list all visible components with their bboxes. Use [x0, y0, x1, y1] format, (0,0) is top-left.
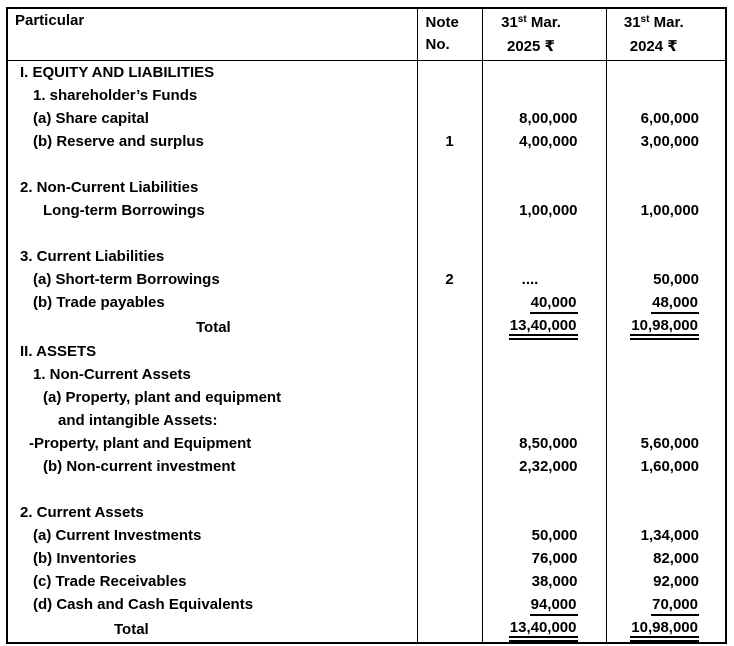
table-row	[7, 432, 726, 455]
particular-label: (a) Property, plant and equipment	[43, 389, 282, 406]
particular-cell	[7, 107, 417, 130]
header-label: 31st Mar.	[501, 14, 561, 31]
amount-2025-cell	[482, 199, 606, 222]
table-row	[7, 61, 726, 85]
balance-sheet-table	[6, 7, 727, 644]
amount-2024-cell	[606, 291, 726, 314]
amount-value: 82,000	[653, 550, 699, 567]
amount-2024-cell	[606, 478, 726, 501]
particular-cell	[7, 130, 417, 153]
table-row	[7, 199, 726, 222]
particular-label: (b) Non-current investment	[43, 458, 236, 475]
particular-cell	[7, 245, 417, 268]
note-cell	[417, 593, 482, 616]
amount-2024-cell	[606, 455, 726, 478]
amount-value: 1,00,000	[519, 202, 578, 219]
note-cell	[417, 291, 482, 314]
column-header-31-mar-2025	[482, 8, 606, 61]
amount-value: 92,000	[653, 573, 699, 590]
header-label: No.	[425, 36, 450, 53]
amount-2024-cell	[606, 501, 726, 524]
balance-sheet-document	[0, 7, 734, 646]
amount-value: 13,40,000	[509, 318, 578, 340]
table-header	[7, 8, 726, 61]
amount-value: 8,00,000	[519, 110, 578, 127]
amount-value: 4,00,000	[519, 133, 578, 150]
table-row	[7, 84, 726, 107]
amount-2025-cell	[482, 409, 606, 432]
particular-cell	[7, 61, 417, 85]
particular-cell	[7, 593, 417, 616]
table-row	[7, 107, 726, 130]
table-row	[7, 222, 726, 245]
table-row	[7, 245, 726, 268]
particular-label: (b) Reserve and surplus	[33, 133, 204, 150]
particular-label: I. EQUITY AND LIABILITIES	[20, 64, 215, 81]
note-cell	[417, 130, 482, 153]
particular-label: (b) Inventories	[33, 550, 137, 567]
table-row	[7, 268, 726, 291]
amount-2025-cell	[482, 570, 606, 593]
amount-2024-cell	[606, 153, 726, 176]
table-body	[7, 61, 726, 644]
amount-2024-cell	[606, 61, 726, 85]
note-cell	[417, 61, 482, 85]
amount-value: 38,000	[531, 573, 578, 590]
amount-2024-cell	[606, 386, 726, 409]
particular-cell	[7, 478, 417, 501]
amount-2025-cell	[482, 524, 606, 547]
amount-2024-cell	[606, 245, 726, 268]
note-cell	[417, 501, 482, 524]
particular-cell	[7, 176, 417, 199]
amount-2024-cell	[606, 176, 726, 199]
amount-2025-cell	[482, 222, 606, 245]
table-row	[7, 291, 726, 314]
header-label: Particular	[15, 12, 85, 29]
particular-label: 1. shareholder’s Funds	[33, 87, 198, 104]
particular-cell	[7, 84, 417, 107]
note-number: 2	[445, 271, 454, 288]
table-row	[7, 570, 726, 593]
header-row	[7, 8, 726, 61]
amount-2024-cell	[606, 268, 726, 291]
particular-label: (a) Share capital	[33, 110, 149, 127]
note-cell	[417, 107, 482, 130]
amount-2025-cell	[482, 593, 606, 616]
amount-2024-cell	[606, 84, 726, 107]
note-cell	[417, 478, 482, 501]
amount-2024-cell	[606, 409, 726, 432]
amount-value: 1,00,000	[640, 202, 699, 219]
particular-cell	[7, 314, 417, 340]
particular-cell	[7, 455, 417, 478]
note-cell	[417, 409, 482, 432]
note-cell	[417, 524, 482, 547]
particular-cell	[7, 199, 417, 222]
amount-value: 50,000	[653, 271, 699, 288]
particular-label: (c) Trade Receivables	[33, 573, 187, 590]
amount-2024-cell	[606, 363, 726, 386]
note-cell	[417, 570, 482, 593]
superscript-st: st	[640, 14, 650, 25]
particular-cell	[7, 386, 417, 409]
particular-label: 1. Non-Current Assets	[33, 366, 191, 383]
column-header-particular	[7, 8, 417, 61]
amount-value: 1,34,000	[640, 527, 699, 544]
amount-2024-cell	[606, 432, 726, 455]
amount-2025-cell	[482, 130, 606, 153]
table-row	[7, 547, 726, 570]
amount-value: 2,32,000	[519, 458, 578, 475]
amount-value: 5,60,000	[640, 435, 699, 452]
particular-cell	[7, 570, 417, 593]
table-row	[7, 501, 726, 524]
column-header-note-no	[417, 8, 482, 61]
amount-2025-cell	[482, 455, 606, 478]
note-cell	[417, 455, 482, 478]
amount-value: 48,000	[651, 294, 699, 314]
particular-cell	[7, 363, 417, 386]
note-cell	[417, 222, 482, 245]
table-row	[7, 363, 726, 386]
amount-2025-cell	[482, 547, 606, 570]
amount-value: 6,00,000	[640, 110, 699, 127]
amount-value: 3,00,000	[640, 133, 699, 150]
table-row	[7, 340, 726, 363]
amount-2024-cell	[606, 340, 726, 363]
table-row	[7, 176, 726, 199]
particular-label: (a) Short-term Borrowings	[33, 271, 220, 288]
note-cell	[417, 268, 482, 291]
table-row	[7, 455, 726, 478]
note-cell	[417, 363, 482, 386]
amount-2024-cell	[606, 314, 726, 340]
amount-2025-cell	[482, 478, 606, 501]
note-cell	[417, 84, 482, 107]
particular-cell	[7, 268, 417, 291]
amount-value: 40,000	[530, 294, 578, 314]
table-row	[7, 524, 726, 547]
amount-value: 94,000	[530, 596, 578, 616]
amount-2025-cell	[482, 245, 606, 268]
amount-2024-cell	[606, 107, 726, 130]
amount-value: 13,40,000	[509, 620, 578, 642]
particular-label: Total	[114, 620, 149, 638]
superscript-st: st	[517, 14, 527, 25]
amount-2024-cell	[606, 222, 726, 245]
amount-2025-cell	[482, 61, 606, 85]
amount-2025-cell	[482, 314, 606, 340]
note-cell	[417, 340, 482, 363]
note-cell	[417, 547, 482, 570]
particular-label: 2. Current Assets	[20, 504, 144, 521]
table-row	[7, 130, 726, 153]
amount-2024-cell	[606, 524, 726, 547]
amount-value: 76,000	[531, 550, 578, 567]
header-label: 2024 ₹	[629, 38, 678, 55]
amount-2024-cell	[606, 593, 726, 616]
header-label: Note	[425, 14, 459, 31]
particular-cell	[7, 340, 417, 363]
particular-label: Long-term Borrowings	[43, 202, 205, 219]
amount-value: 10,98,000	[630, 620, 699, 642]
amount-value: 1,60,000	[640, 458, 699, 475]
particular-cell	[7, 409, 417, 432]
particular-cell	[7, 524, 417, 547]
header-label: 2025 ₹	[507, 38, 555, 55]
column-header-31-mar-2024	[606, 8, 726, 61]
amount-2025-cell	[482, 432, 606, 455]
amount-value: 8,50,000	[519, 435, 578, 452]
amount-value: 70,000	[651, 596, 699, 616]
table-row	[7, 409, 726, 432]
amount-value: 50,000	[531, 527, 578, 544]
particular-cell	[7, 153, 417, 176]
table-row	[7, 153, 726, 176]
particular-cell	[7, 291, 417, 314]
particular-label: (d) Cash and Cash Equivalents	[33, 596, 254, 613]
amount-2025-cell	[482, 386, 606, 409]
amount-2025-cell	[482, 107, 606, 130]
header-label: 31st Mar.	[623, 14, 684, 31]
table-row	[7, 386, 726, 409]
amount-2024-cell	[606, 570, 726, 593]
amount-2025-cell	[482, 291, 606, 314]
particular-label: and intangible Assets:	[58, 412, 218, 429]
particular-label: II. ASSETS	[20, 343, 97, 360]
amount-2024-cell	[606, 547, 726, 570]
particular-cell	[7, 501, 417, 524]
amount-2025-cell	[482, 268, 606, 291]
amount-2025-cell	[482, 84, 606, 107]
table-row	[7, 478, 726, 501]
amount-2025-cell	[482, 501, 606, 524]
table-row	[7, 593, 726, 616]
amount-2024-cell	[606, 130, 726, 153]
amount-2025-cell	[482, 176, 606, 199]
table-row	[7, 314, 726, 340]
particular-cell	[7, 432, 417, 455]
particular-label: (b) Trade payables	[33, 294, 165, 311]
amount-2025-cell	[482, 153, 606, 176]
particular-label: -Property, plant and Equipment	[29, 435, 252, 452]
note-cell	[417, 386, 482, 409]
amount-2024-cell	[606, 199, 726, 222]
amount-2025-cell	[482, 340, 606, 363]
note-cell	[417, 245, 482, 268]
particular-label: 3. Current Liabilities	[20, 248, 165, 265]
note-cell	[417, 176, 482, 199]
note-cell	[417, 199, 482, 222]
particular-cell	[7, 547, 417, 570]
particular-label: (a) Current Investments	[33, 527, 202, 544]
particular-label: Total	[196, 318, 231, 336]
note-cell	[417, 314, 482, 340]
note-cell	[417, 432, 482, 455]
note-number: 1	[445, 133, 454, 150]
particular-cell	[7, 222, 417, 245]
amount-value: ....	[521, 271, 539, 288]
amount-value: 10,98,000	[630, 318, 699, 340]
note-cell	[417, 153, 482, 176]
particular-label: 2. Non-Current Liabilities	[20, 179, 199, 196]
amount-2025-cell	[482, 363, 606, 386]
